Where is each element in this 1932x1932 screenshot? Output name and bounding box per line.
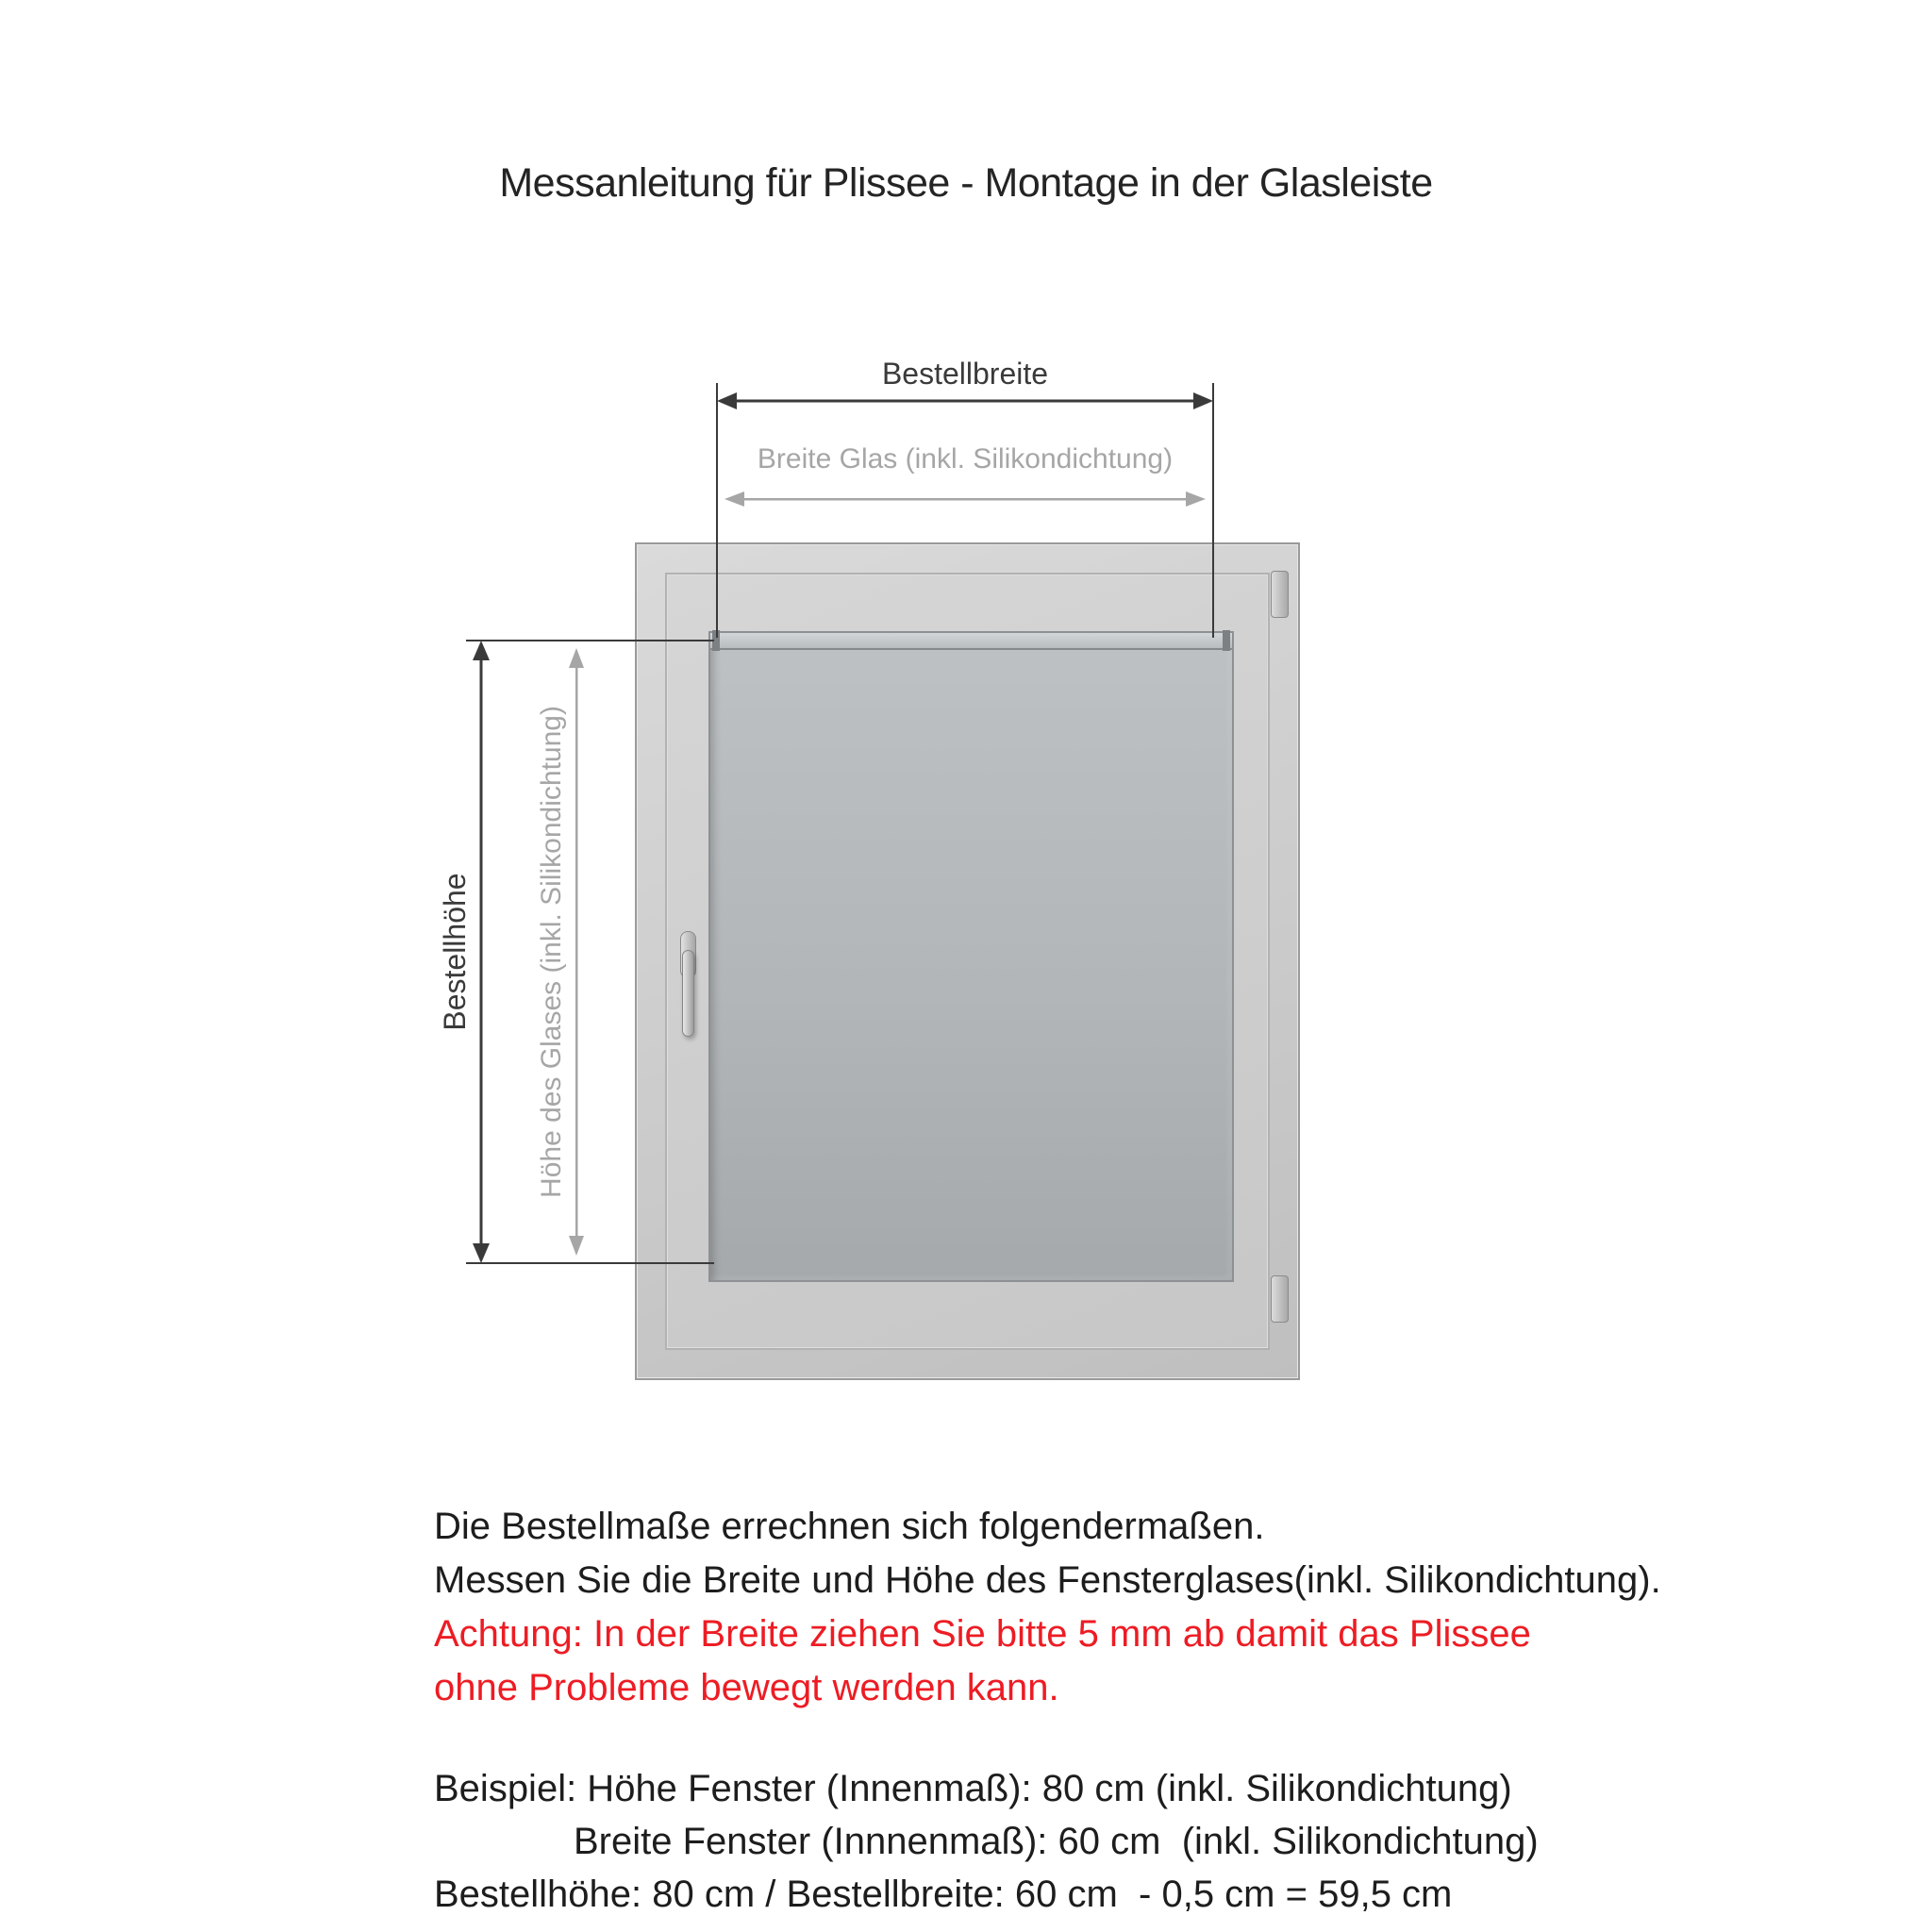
window-frame xyxy=(635,542,1300,1380)
window-handle-grip xyxy=(682,950,694,1037)
glass-height-arrowhead-top xyxy=(569,648,584,668)
page-title: Messanleitung für Plissee - Montage in der Glasleiste xyxy=(499,160,1433,206)
window-hinge-top xyxy=(1271,571,1289,618)
instruction-warning-line1: Achtung: In der Breite ziehen Sie bitte 5 mm ab damit das Plissee xyxy=(434,1613,1531,1655)
order-width-arrowhead-left xyxy=(717,392,737,409)
glass-width-arrowhead-right xyxy=(1186,491,1206,507)
example-line1: Beispiel: Höhe Fenster (Innenmaß): 80 cm (inkl. Silikondichtung) xyxy=(434,1768,1512,1809)
window-handle xyxy=(676,931,701,1041)
plissee-top-rail xyxy=(710,633,1232,650)
glass-height-arrowhead-bottom xyxy=(569,1236,584,1256)
example-line3: Bestellhöhe: 80 cm / Bestellbreite: 60 cm - 0,5 cm = 59,5 cm xyxy=(434,1874,1453,1915)
instructions-block xyxy=(434,1500,1661,1921)
window-glass xyxy=(708,631,1234,1282)
order-width-arrowhead-right xyxy=(1193,392,1213,409)
glass-height-label: Höhe des Glases (inkl. Silikondichtung) xyxy=(536,706,567,1198)
example-block xyxy=(434,1762,1661,1921)
rail-end-cap-right xyxy=(1223,630,1230,651)
order-height-arrowhead-bottom xyxy=(473,1243,490,1263)
example-line2: Breite Fenster (Innnenmaß): 60 cm (inkl. Silikondichtung) xyxy=(574,1821,1539,1862)
instruction-intro-line2: Messen Sie die Breite und Höhe des Fensterglases(inkl. Silikondichtung). xyxy=(434,1559,1661,1601)
order-height-arrowhead-top xyxy=(473,641,490,660)
rail-end-cap-left xyxy=(712,630,720,651)
glass-width-arrowhead-left xyxy=(724,491,744,507)
order-height-label: Bestellhöhe xyxy=(438,873,472,1031)
order-width-label: Bestellbreite xyxy=(881,357,1049,391)
instruction-intro-line1: Die Bestellmaße errechnen sich folgendermaßen. xyxy=(434,1506,1265,1547)
instruction-warning-line2: ohne Probleme bewegt werden kann. xyxy=(434,1667,1059,1708)
window-hinge-bottom xyxy=(1271,1275,1289,1323)
glass-width-label: Breite Glas (inkl. Silikondichtung) xyxy=(757,443,1174,475)
